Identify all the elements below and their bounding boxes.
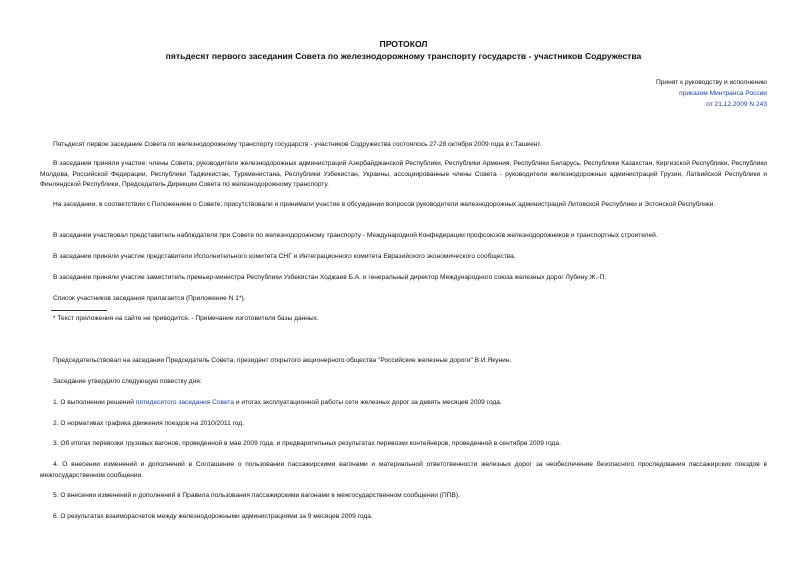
- paragraph-guests: В заседании приняли участие заместитель премьер-министра Республики Узбекистан Ходжаев Б.А. и генеральный директор Международного союза железных дорог Лубину Ж.-П.: [53, 274, 607, 281]
- document-subtitle: пятьдесят первого заседания Совета по железнодорожному транспорту государств - участников Содружества: [165, 51, 642, 61]
- agenda-item-6: 6. О результатах взаиморасчетов между железнодорожными администрациями за 9 месяцев 2009 года.: [53, 513, 373, 520]
- agenda-item-4: 4. О внесении изменений и дополнений в Соглашение о пользовании пассажирскими вагонами и материальной ответственности железных дорог за необеспечение безопасного проследования пассажирских поездов в межгосударственном сообщении.: [40, 461, 767, 479]
- approval-line-1: Принят к руководству и исполнению: [655, 79, 767, 86]
- paragraph-attendees: На заседании, в соответствии с Положением о Совете, присутствовали и принимали участие в обсуждении вопросов руководители железнодорожных администраций Литовской Республики и Эстонской Республики.: [53, 201, 716, 208]
- paragraph-participants-list: Список участников заседания прилагается (Приложение N 1*).: [53, 295, 246, 302]
- paragraph-chairman: Председательствовал на заседании Председатель Совета, президент открытого акционерного общества "Российские железные дороги" В.И.Якунин.: [53, 357, 512, 364]
- agenda-item-1-suffix: и итогах эксплуатационной работы сети железных дорог за девять месяцев 2009 года.: [234, 399, 502, 406]
- paragraph-representatives: В заседании приняли участие представители Исполнительного комитета СНГ и Интеграционного комитета Евразийского экономического сообщества.: [53, 253, 516, 260]
- paragraph-observer: В заседании участвовал представитель наблюдателя при Совете по железнодорожному транспорту - Международной Конфедерации профсоюзов железнодорожников и транспортных строителей.: [53, 232, 658, 239]
- agenda-item-5: 5. О внесении изменений и дополнений в Правила пользования пассажирскими вагонами в межгосударственном сообщении (ППВ).: [53, 492, 460, 499]
- agenda-item-1: [40, 398, 767, 409]
- document-title: ПРОТОКОЛ: [379, 39, 428, 49]
- agenda-item-1-prefix: 1. О выполнении решений: [53, 399, 136, 406]
- paragraph-participants: В заседании приняли участие: члены Совета, руководители железнодорожных администраций Азербайджанской Республики, Республики Армения, Республики Беларусь, Республики Казахстан, Киргизской Республики, Республики Молдова, Российской Федерации, Республики Таджикистан, Туркменистана, Республики Узбекистан, Украины, ассоциированные члены Совета - руководители железнодорожных администраций Грузии, Латвийской Республики и Финляндской Республики, Председатель Дирекции Совета по железнодорожному транспорту.: [40, 160, 767, 189]
- approval-date-link[interactable]: от 21.12.2009 N 243: [706, 101, 767, 108]
- footnote-text: * Текст приложения на сайте не приводится. - Примечание изготовителя базы данных.: [53, 315, 319, 322]
- agenda-item-3: 3. Об итогах перевозки грузовых вагонов, проведенной в мае 2009 года, и предварительных результатах перевозки контейнеров, проведенной в сентябре 2009 года.: [53, 440, 561, 447]
- approval-note: [656, 77, 767, 110]
- paragraph-session-info: Пятьдесят первое заседание Совета по железнодорожному транспорту государств - участников Содружества состоялось 27-28 октября 2009 года в г.Ташкент.: [53, 141, 542, 148]
- agenda-item-2: 2. О нормативах графика движения поездов на 2010/2011 год.: [53, 420, 245, 427]
- footnote-divider: [51, 310, 107, 311]
- approval-order-link[interactable]: приказом Минтранса России: [679, 90, 767, 97]
- previous-session-link[interactable]: пятидесятого заседания Совета: [135, 399, 235, 406]
- paragraph-agenda-intro: Заседание утвердило следующую повестку дня:: [53, 378, 202, 385]
